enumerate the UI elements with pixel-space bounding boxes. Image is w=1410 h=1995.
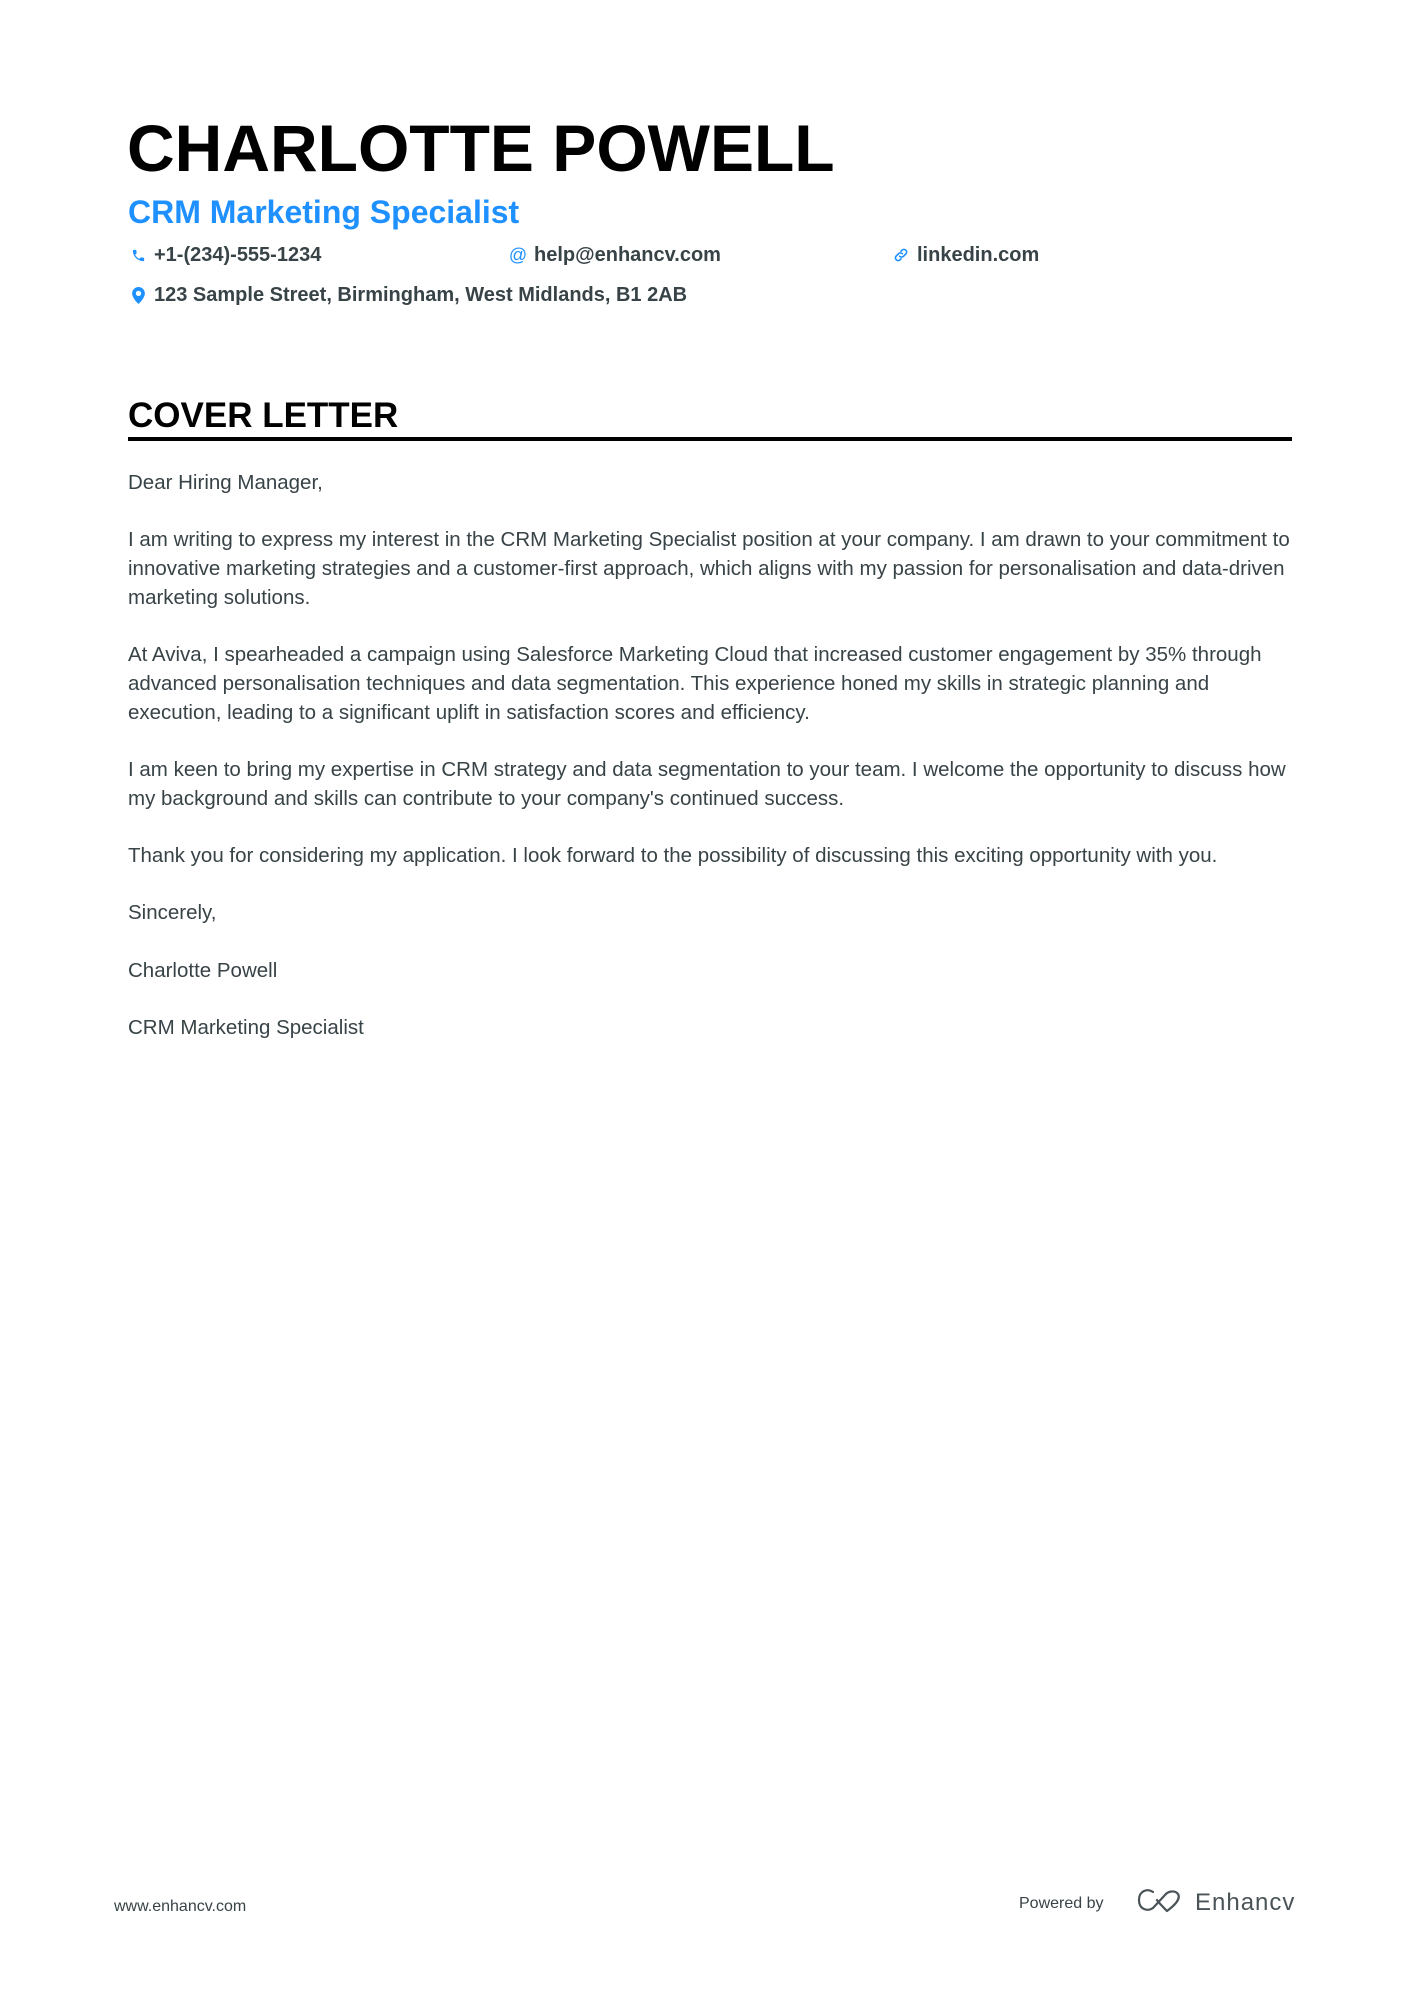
- section-divider: [128, 437, 1292, 441]
- candidate-name: CHARLOTTE POWELL: [127, 111, 835, 185]
- address-text: 123 Sample Street, Birmingham, West Midlands, B1 2AB: [154, 284, 688, 306]
- phone-text: +1-(234)-555-1234: [154, 244, 322, 266]
- signature-title: CRM Marketing Specialist: [128, 1016, 364, 1040]
- enhancv-logo-icon: [1137, 1887, 1183, 1918]
- linkedin-text[interactable]: linkedin.com: [917, 244, 1040, 266]
- at-icon: @: [508, 245, 528, 265]
- email-text[interactable]: help@enhancv.com: [534, 244, 721, 266]
- phone-icon: [130, 246, 146, 264]
- footer-website-link[interactable]: www.enhancv.com: [114, 1898, 247, 1915]
- contact-email[interactable]: [510, 242, 721, 268]
- salutation: Dear Hiring Manager,: [128, 471, 323, 494]
- paragraph: Thank you for considering my application. I look forward to the possibility of discussing this exciting opportunity with you.: [128, 844, 1218, 868]
- closing: Sincerely,: [128, 901, 217, 925]
- paragraph: I am writing to express my interest in the CRM Marketing Specialist position at your company. I am drawn to your commitment to innovative marketing strategies and a customer-first approach, which aligns with my passion for personalisation and data-driven marketing solutions.: [128, 528, 1290, 609]
- link-icon: [893, 246, 909, 264]
- signature-name: Charlotte Powell: [128, 958, 278, 982]
- contact-linkedin[interactable]: [893, 242, 1039, 268]
- enhancv-brand-text: Enhancv: [1195, 1888, 1296, 1916]
- candidate-title: CRM Marketing Specialist: [128, 194, 520, 230]
- letter-body: [128, 469, 1292, 1072]
- powered-by-label: Powered by: [1019, 1895, 1104, 1912]
- paragraph: At Aviva, I spearheaded a campaign using Salesforce Marketing Cloud that increased customer engagement by 35% through advanced personalisation techniques and data segmentation. This experience honed my skills in strategic planning and execution, leading to a significant uplift in satisfaction scores and efficiency.: [128, 643, 1262, 724]
- section-title: COVER LETTER: [128, 396, 399, 435]
- paragraph: I am keen to bring my expertise in CRM strategy and data segmentation to your team. I welcome the opportunity to discuss how my background and skills can contribute to your company's continued success.: [128, 757, 1286, 810]
- contact-address: [130, 282, 687, 308]
- enhancv-logo[interactable]: [1137, 1887, 1295, 1918]
- contact-phone: [130, 242, 321, 268]
- location-pin-icon: [130, 286, 146, 304]
